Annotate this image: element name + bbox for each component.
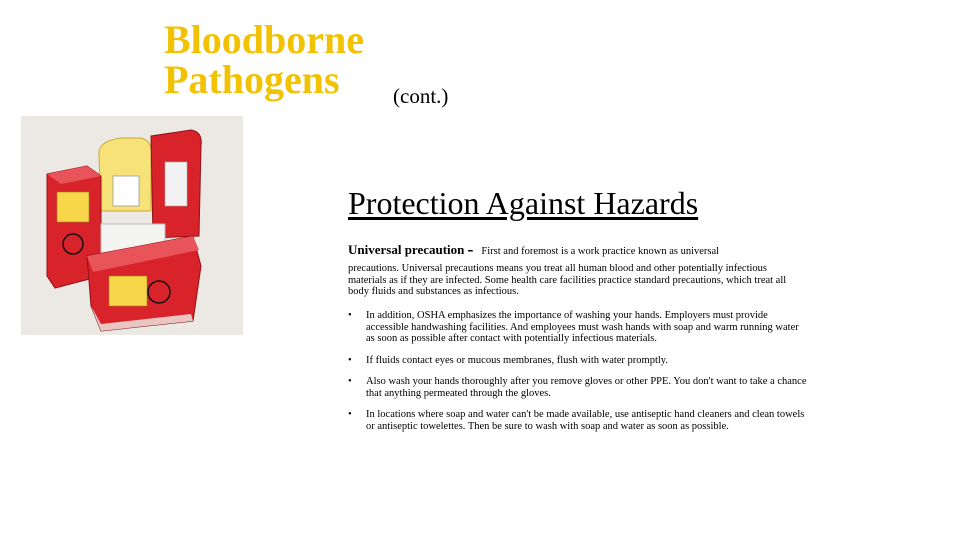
sharps-containers-illustration bbox=[21, 116, 243, 335]
bullet-list bbox=[348, 310, 808, 432]
section-heading: Protection Against Hazards bbox=[348, 185, 699, 221]
title-line-1: Bloodborne bbox=[164, 17, 365, 62]
title-suffix: (cont.) bbox=[393, 84, 449, 108]
sharps-containers-photo bbox=[21, 116, 243, 335]
slide-title bbox=[164, 17, 365, 102]
intro-paragraph bbox=[348, 239, 788, 298]
bullet-item: • In addition, OSHA emphasizes the importance of washing your hands. Employers must provide accessible handwashing facilities. And employees must wash hands with soap and warm running water as soon as possible after contact with potentially infectious materials. bbox=[348, 310, 808, 345]
intro-dash: - bbox=[467, 239, 474, 259]
title-line-2: Pathogens bbox=[164, 57, 340, 102]
bullet-item: • If fluids contact eyes or mucous membranes, flush with water promptly. bbox=[348, 355, 808, 367]
bullet-item: • Also wash your hands thoroughly after you remove gloves or other PPE. You don't want to take a chance that anything permeated through the gloves. bbox=[348, 376, 808, 399]
bullet-item: • In locations where soap and water can't be made available, use antiseptic hand cleaners and clean towels or antiseptic towelettes. Then be sure to wash with soap and water as soon as possible. bbox=[348, 409, 808, 432]
intro-rest: precautions. Universal precautions means you treat all human blood and other potentially infectious materials as if they are infected. Some health care facilities practice standard precautions, which treat all body fluids and substances as infectious. bbox=[348, 263, 787, 298]
intro-lead: First and foremost is a work practice known as universal bbox=[481, 246, 720, 257]
intro-term: Universal precaution bbox=[348, 242, 465, 257]
